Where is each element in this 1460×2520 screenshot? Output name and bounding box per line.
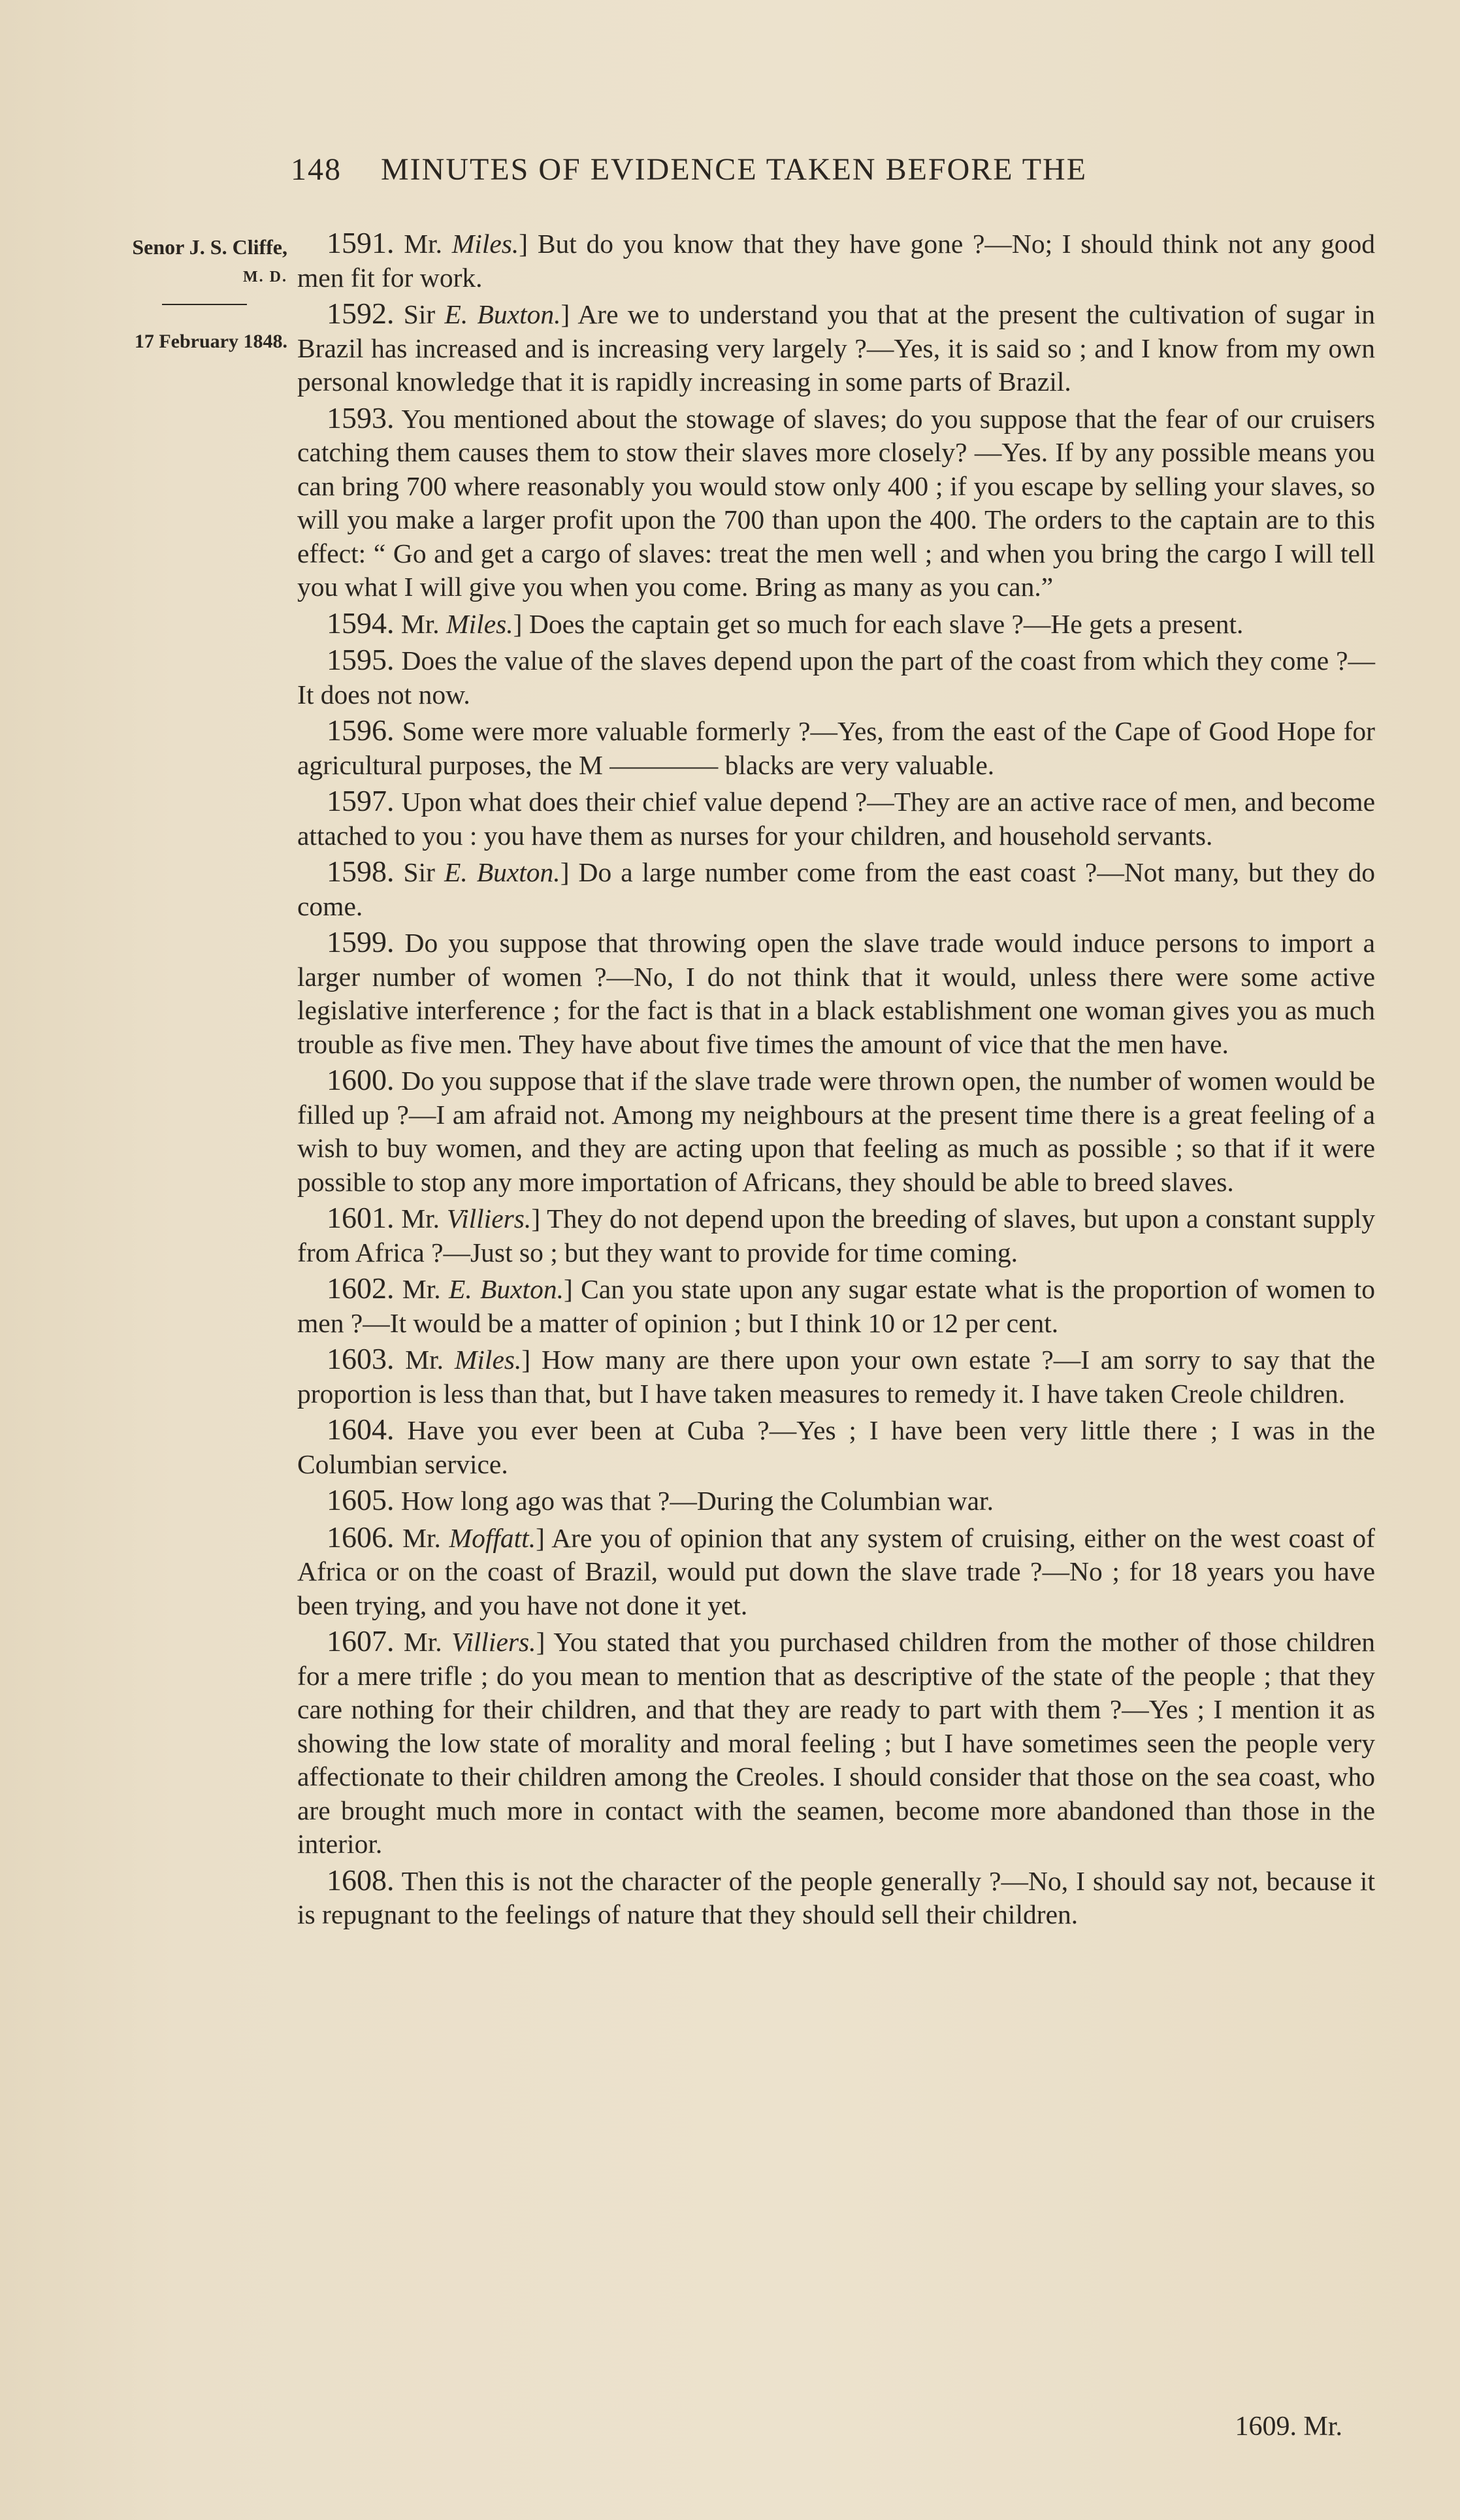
speaker-title: Mr. <box>400 608 440 639</box>
speaker-title: Sir <box>403 857 435 887</box>
evidence-question <box>297 1413 1375 1481</box>
speaker-name: Miles. <box>451 229 519 259</box>
speaker-title: Mr. <box>402 1522 441 1553</box>
speaker-name: E. Buxton. <box>444 857 560 887</box>
question-number: 1605. <box>327 1483 395 1516</box>
running-title: MINUTES OF EVIDENCE TAKEN BEFORE THE <box>381 152 1088 187</box>
question-number: 1604. <box>327 1413 395 1446</box>
question-text: Does the value of the slaves depend upon the part of the coast from which they come ?—It does not now. <box>297 646 1375 710</box>
speaker-title: Mr. <box>403 1627 442 1657</box>
question-text: Do a large number come from the east coast ?—Not many, but they do come. <box>297 857 1376 921</box>
question-text: How many are there upon your own estate ?—I am sorry to say that the proportion is less than that, but I have taken measures to remedy it. I have taken Creole children. <box>297 1345 1376 1409</box>
evidence-question: 1591. Mr. Miles.] But do you know that they have gone ?—No; I should think not any good men fit for work. <box>297 226 1376 293</box>
evidence-question <box>297 1483 1375 1518</box>
question-text: You stated that you purchased children from the mother of those children for a mere trifle ; do you mean to mention that as descriptive of the state of the people ; that they care nothing for their children, and that they are ready to part with them ?—Yes ; I mention it as showing the low state of morality and moral feeling ; but I have sometimes seen the people very affectionate to their children among the Creoles. I should consider that those on the sea coast, who are brought much more in contact with the seamen, become more abandoned than those in the interior. <box>297 1627 1376 1859</box>
question-number: 1596. <box>327 713 395 747</box>
question-number: 1591. <box>327 226 395 259</box>
question-number: 1608. <box>327 1863 395 1897</box>
speaker-name: Moffatt. <box>449 1522 536 1553</box>
question-text: Some were more valuable formerly ?—Yes, from the east of the Cape of Good Hope for agricultural purposes, the M ———— blacks are very valuable. <box>297 716 1375 780</box>
speaker-title: Mr. <box>404 229 443 259</box>
evidence-question <box>297 401 1375 604</box>
question-text: Are we to understand you that at the present the cultivation of sugar in Brazil has increased and is increasing very largely ?—Yes, it is said so ; and I know from my own personal knowledge that it is rapidly increasing in some parts of Brazil. <box>297 299 1376 397</box>
question-number: 1602. <box>327 1271 395 1305</box>
question-text: How long ago was that ?—During the Columbian war. <box>400 1486 994 1516</box>
question-text: But do you know that they have gone ?—No; I should think not any good men fit for work. <box>297 229 1376 293</box>
evidence-question <box>297 1863 1375 1932</box>
running-header <box>291 152 1271 188</box>
question-number: 1607. <box>327 1624 395 1658</box>
evidence-question: 1602. Mr. E. Buxton.] Can you state upon any sugar estate what is the proportion of women to men ?—It would be a matter of opinion ; but I think 10 or 12 per cent. <box>297 1271 1376 1338</box>
evidence-question: 1594. Mr. Miles.] Does the captain get so much for each slave ?—He gets a present. <box>327 606 1244 640</box>
evidence-body <box>297 226 1375 1934</box>
question-text: Have you ever been at Cuba ?—Yes ; I have been very little there ; I was in the Columbian service. <box>297 1415 1375 1479</box>
evidence-question <box>297 1063 1375 1199</box>
question-number: 1603. <box>327 1342 395 1375</box>
evidence-question: 1606. Mr. Moffatt.] Are you of opinion that any system of cruising, either on the west coast of Africa or on the coast of Brazil, would put down the slave trade ?—No ; for 18 years you have been trying, and you have not done it yet. <box>297 1520 1375 1620</box>
speaker-name: Villiers. <box>451 1627 536 1657</box>
evidence-date: 17 February 1848. <box>134 331 287 352</box>
speaker-name: E. Buxton. <box>448 1274 564 1304</box>
evidence-question <box>297 784 1375 853</box>
question-number: 1606. <box>327 1520 395 1554</box>
question-number: 1593. <box>327 401 395 434</box>
speaker-title: Mr. <box>405 1345 444 1375</box>
question-number: 1598. <box>327 855 395 888</box>
question-text: They do not depend upon the breeding of slaves, but upon a constant supply from Africa ?—Just so ; but they want to provide for time coming. <box>297 1203 1376 1268</box>
speaker-name: Villiers. <box>446 1203 532 1234</box>
question-number: 1597. <box>327 784 395 817</box>
question-number: 1592. <box>327 297 395 330</box>
evidence-question: 1601. Mr. Villiers.] They do not depend upon the breeding of slaves, but upon a constant supply from Africa ?—Just so ; but they want to provide for time coming. <box>297 1201 1376 1268</box>
question-number: 1600. <box>327 1063 395 1096</box>
evidence-question: 1592. Sir E. Buxton.] Are we to understand you that at the present the cultivation of sugar in Brazil has increased and is increasing very largely ?—Yes, it is said so ; and I know from my own personal knowledge that it is rapidly increasing in some parts of Brazil. <box>297 297 1376 397</box>
sidenote-divider <box>162 304 247 305</box>
speaker-name: E. Buxton. <box>444 299 561 329</box>
speaker-title: Sir <box>403 299 436 329</box>
page-number: 148 <box>291 152 342 187</box>
question-text: Does the captain get so much for each slave ?—He gets a present. <box>528 608 1244 639</box>
witness-degree: M. D. <box>243 269 287 286</box>
question-text: Do you suppose that if the slave trade were thrown open, the number of women would be filled up ?—I am afraid not. Among my neighbours at the present time there is a great feeling of a wish to buy women, and they are acting upon that feeling as much as possible ; so that if it were possible to stop any more importation of Africans, they should be able to breed slaves. <box>297 1066 1375 1197</box>
speaker-title: Mr. <box>402 1274 441 1304</box>
evidence-question: 1607. Mr. Villiers.] You stated that you purchased children from the mother of those children for a mere trifle ; do you mean to mention that as descriptive of the state of the people ; that they care nothing for their children, and that they are ready to part with them ?—Yes ; I mention it as showing the low state of morality and moral feeling ; but I have sometimes seen the people very affectionate to their children among the Creoles. I should consider that those on the sea coast, who are brought much more in contact with the seamen, become more abandoned than those in the interior. <box>297 1624 1376 1859</box>
evidence-question <box>297 713 1375 782</box>
catchword: 1609. Mr. <box>1235 2412 1342 2442</box>
question-text: You mentioned about the stowage of slaves; do you suppose that the fear of our cruisers catching them causes them to stow their slaves more closely? —Yes. If by any possible means you can bring 700 where reasonably you would stow only 400 ; if you escape by selling your slaves, so will you make a larger profit upon the 700 than upon the 400. The orders to the captain are to this effect: “ Go and get a cargo of slaves: treat the men well ; and when you bring the cargo I will tell you what I will give you when you come. Bring as many as you can.” <box>297 403 1375 602</box>
question-text: Do you suppose that throwing open the slave trade would induce persons to import a larger number of women ?—No, I do not think that it would, unless there were some active legislative interference ; for the fact is that in a black establishment one woman gives you as much trouble as five men. They have about five times the amount of vice that the men have. <box>297 928 1375 1059</box>
question-text: Can you state upon any sugar estate what is the proportion of women to men ?—It would be a matter of opinion ; but I think 10 or 12 per cent. <box>297 1274 1376 1338</box>
question-number: 1599. <box>327 925 395 958</box>
evidence-question <box>297 643 1375 712</box>
speaker-name: Miles. <box>446 608 513 639</box>
question-number: 1595. <box>327 643 395 676</box>
witness-name: Senor J. S. Cliffe, <box>132 235 287 259</box>
speaker-title: Mr. <box>401 1203 440 1234</box>
question-text: Are you of opinion that any system of cruising, either on the west coast of Africa or on the coast of Brazil, would put down the slave trade ?—No ; for 18 years you have been trying, and you have not done it yet. <box>297 1522 1375 1620</box>
question-text: Upon what does their chief value depend ?—They are an active race of men, and become attached to you : you have them as nurses for your children, and household servants. <box>297 787 1376 851</box>
evidence-question <box>297 925 1375 1061</box>
question-number: 1601. <box>327 1201 395 1234</box>
evidence-question: 1603. Mr. Miles.] How many are there upon your own estate ?—I am sorry to say that the proportion is less than that, but I have taken measures to remedy it. I have taken Creole children. <box>297 1342 1376 1409</box>
speaker-name: Miles. <box>454 1345 522 1375</box>
question-text: Then this is not the character of the people generally ?—No, I should say not, because it is repugnant to the feelings of nature that they should sell their children. <box>297 1865 1375 1929</box>
question-number: 1594. <box>327 606 395 640</box>
evidence-question: 1598. Sir E. Buxton.] Do a large number come from the east coast ?—Not many, but they do come. <box>297 855 1376 921</box>
